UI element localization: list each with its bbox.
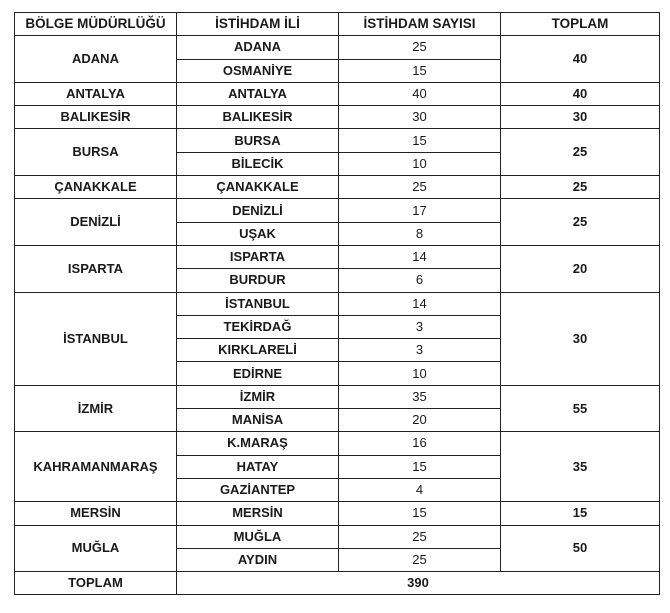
region-total-cell: 40	[501, 36, 660, 83]
city-cell: HATAY	[177, 455, 339, 478]
city-cell: İSTANBUL	[177, 292, 339, 315]
count-cell: 14	[339, 245, 501, 268]
table-row	[15, 176, 660, 199]
region-cell: İSTANBUL	[15, 292, 177, 385]
count-cell: 15	[339, 59, 501, 82]
city-cell: MANİSA	[177, 409, 339, 432]
count-cell: 14	[339, 292, 501, 315]
grand-total-row	[15, 572, 660, 595]
city-cell: BURSA	[177, 129, 339, 152]
city-cell: KIRKLARELİ	[177, 339, 339, 362]
city-cell: TEKİRDAĞ	[177, 315, 339, 338]
region-total-cell: 25	[501, 199, 660, 246]
count-cell: 35	[339, 385, 501, 408]
region-cell: ADANA	[15, 36, 177, 83]
city-cell: MUĞLA	[177, 525, 339, 548]
table-row	[15, 292, 660, 315]
count-cell: 3	[339, 339, 501, 362]
region-total-cell: 35	[501, 432, 660, 502]
region-total-cell: 20	[501, 245, 660, 292]
header-region: BÖLGE MÜDÜRLÜĞÜ	[15, 13, 177, 36]
count-cell: 25	[339, 176, 501, 199]
region-total-cell: 50	[501, 525, 660, 572]
count-cell: 15	[339, 455, 501, 478]
region-total-cell: 15	[501, 502, 660, 525]
table-row	[15, 129, 660, 152]
region-cell: MERSİN	[15, 502, 177, 525]
region-total-cell: 55	[501, 385, 660, 432]
region-cell: ISPARTA	[15, 245, 177, 292]
count-cell: 25	[339, 525, 501, 548]
header-count: İSTİHDAM SAYISI	[339, 13, 501, 36]
city-cell: EDİRNE	[177, 362, 339, 385]
count-cell: 25	[339, 548, 501, 571]
table-row	[15, 199, 660, 222]
header-row	[15, 13, 660, 36]
table-row	[15, 432, 660, 455]
city-cell: BALIKESİR	[177, 106, 339, 129]
region-cell: ANTALYA	[15, 82, 177, 105]
city-cell: UŞAK	[177, 222, 339, 245]
table-row	[15, 82, 660, 105]
city-cell: ÇANAKKALE	[177, 176, 339, 199]
region-total-cell: 30	[501, 292, 660, 385]
count-cell: 25	[339, 36, 501, 59]
city-cell: K.MARAŞ	[177, 432, 339, 455]
count-cell: 20	[339, 409, 501, 432]
count-cell: 17	[339, 199, 501, 222]
count-cell: 16	[339, 432, 501, 455]
region-cell: BURSA	[15, 129, 177, 176]
count-cell: 10	[339, 362, 501, 385]
city-cell: MERSİN	[177, 502, 339, 525]
cut-off-footnote-text	[14, 606, 21, 613]
city-cell: ISPARTA	[177, 245, 339, 268]
city-cell: İZMİR	[177, 385, 339, 408]
header-city: İSTİHDAM İLİ	[177, 13, 339, 36]
region-total-cell: 25	[501, 176, 660, 199]
count-cell: 15	[339, 502, 501, 525]
city-cell: OSMANİYE	[177, 59, 339, 82]
region-total-cell: 40	[501, 82, 660, 105]
table-row	[15, 385, 660, 408]
region-cell: DENİZLİ	[15, 199, 177, 246]
city-cell: BURDUR	[177, 269, 339, 292]
city-cell: DENİZLİ	[177, 199, 339, 222]
city-cell: ANTALYA	[177, 82, 339, 105]
region-cell: KAHRAMANMARAŞ	[15, 432, 177, 502]
employment-table	[14, 12, 660, 595]
count-cell: 10	[339, 152, 501, 175]
count-cell: 15	[339, 129, 501, 152]
table-row	[15, 106, 660, 129]
table-row	[15, 525, 660, 548]
region-total-cell: 30	[501, 106, 660, 129]
count-cell: 4	[339, 478, 501, 501]
count-cell: 30	[339, 106, 501, 129]
grand-total-label: TOPLAM	[15, 572, 177, 595]
count-cell: 3	[339, 315, 501, 338]
table-row	[15, 36, 660, 59]
table-row	[15, 245, 660, 268]
region-cell: BALIKESİR	[15, 106, 177, 129]
city-cell: GAZİANTEP	[177, 478, 339, 501]
table-body	[15, 36, 660, 595]
table-row	[15, 502, 660, 525]
region-cell: ÇANAKKALE	[15, 176, 177, 199]
grand-total-value: 390	[177, 572, 660, 595]
region-cell: İZMİR	[15, 385, 177, 432]
region-cell: MUĞLA	[15, 525, 177, 572]
city-cell: AYDIN	[177, 548, 339, 571]
count-cell: 40	[339, 82, 501, 105]
count-cell: 8	[339, 222, 501, 245]
count-cell: 6	[339, 269, 501, 292]
header-total: TOPLAM	[501, 13, 660, 36]
region-total-cell: 25	[501, 129, 660, 176]
city-cell: ADANA	[177, 36, 339, 59]
city-cell: BİLECİK	[177, 152, 339, 175]
